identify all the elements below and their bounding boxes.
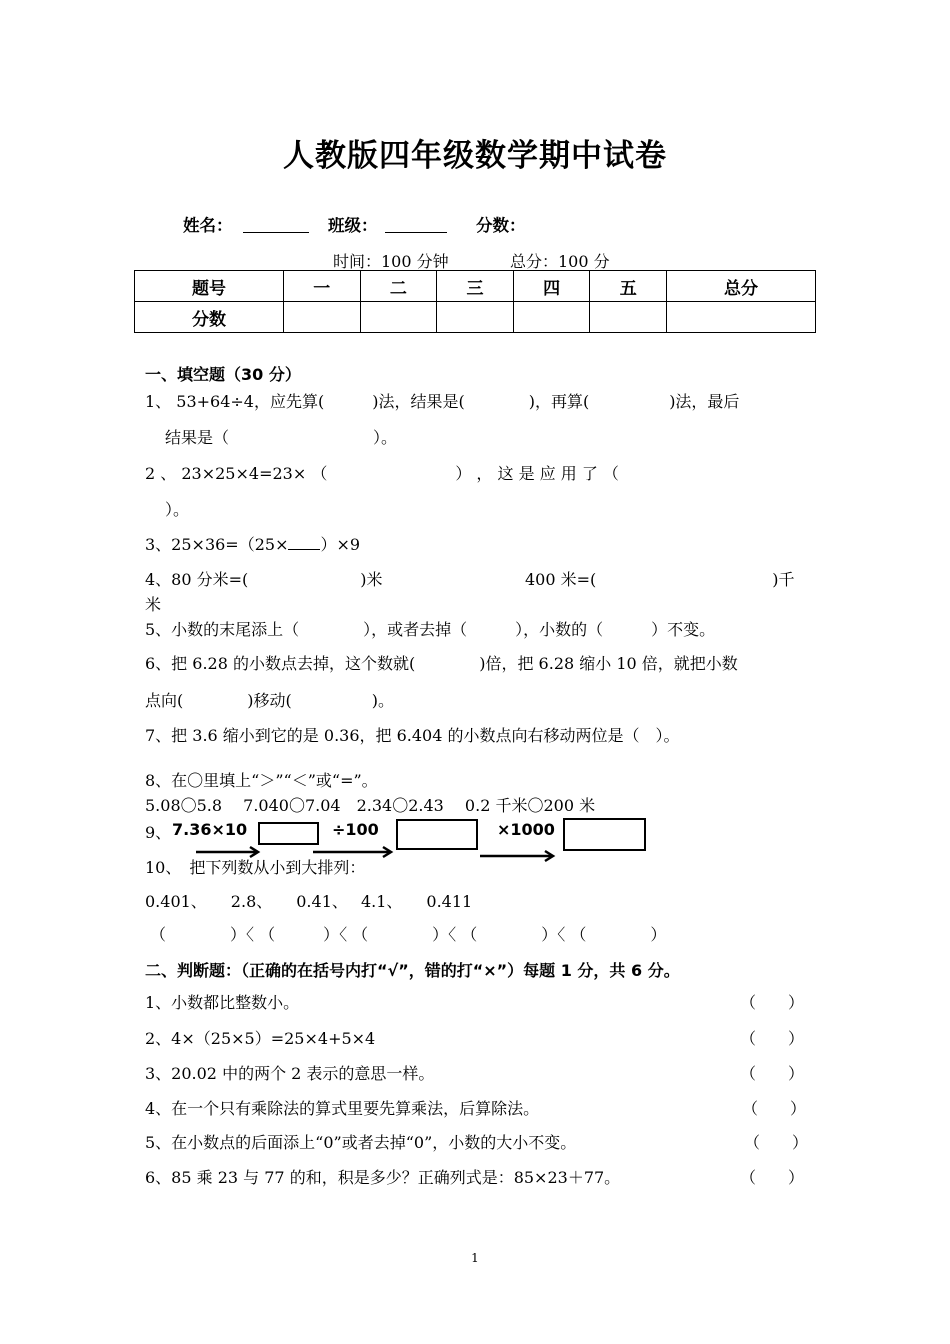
question-1-line1: 1、 53+64÷4，应先算( )法，结果是( )，再算( )法，最后 xyxy=(145,392,740,411)
question-9-op-3: ×1000 xyxy=(497,820,555,839)
question-9-start: 7.36×10 xyxy=(172,820,248,839)
judge-item-5: 5、在小数点的后面添上“0”或者去掉“0”，小数的大小不变。 xyxy=(145,1133,577,1152)
section1-heading: 一、填空题（30 分） xyxy=(145,365,301,384)
question-3-text-end: ）×9 xyxy=(320,535,361,554)
judge-answer-6[interactable]: （ ） xyxy=(740,1168,805,1187)
question-6-line1: 6、把 6.28 的小数点去掉，这个数就( )倍，把 6.28 缩小 10 倍，就把小数 xyxy=(145,654,738,673)
question-4-part1: 4、80 分米=( )米 xyxy=(145,570,383,589)
judge-answer-5[interactable]: （ ） xyxy=(744,1133,809,1152)
table-row-label: 分数 xyxy=(135,302,284,333)
score-label: 分数： xyxy=(476,216,526,235)
name-label: 姓名： xyxy=(183,216,233,235)
judge-item-3: 3、20.02 中的两个 2 表示的意思一样。 xyxy=(145,1064,435,1083)
table-header-cell: 三 xyxy=(437,271,514,302)
question-3-text: 3、25×36=（25× xyxy=(145,535,289,554)
question-9-op-2: ÷100 xyxy=(332,820,379,839)
question-7: 7、把 3.6 缩小到它的是 0.36，把 6.404 的小数点向右移动两位是（ ）。 xyxy=(145,726,680,745)
table-header-cell: 题号 xyxy=(135,271,284,302)
question-2-line2: ）。 xyxy=(165,500,190,519)
question-1-line2: 结果是（ ）。 xyxy=(165,428,398,447)
section2-heading: 二、判断题：（正确的在括号内打“√”，错的打“×”）每题 1 分，共 6 分。 xyxy=(145,961,680,980)
judge-item-1: 1、小数都比整数小。 xyxy=(145,993,300,1012)
judge-answer-4[interactable]: （ ） xyxy=(742,1099,807,1118)
page-number: 1 xyxy=(471,1251,479,1265)
question-2-line1: 2 、 23×25×4=23× （ ） ， 这 是 应 用 了 （ xyxy=(145,464,619,483)
table-header-cell: 五 xyxy=(590,271,667,302)
judge-item-6: 6、85 乘 23 与 77 的和，积是多少？正确列式是：85×23＋77。 xyxy=(145,1168,621,1187)
question-9-label: 9、 xyxy=(145,823,172,842)
time-info: 时间：100 分钟 xyxy=(333,252,449,271)
page-title: 人教版四年级数学期中试卷 xyxy=(283,138,667,174)
question-10-numbers: 0.401、 2.8、 0.41、 4.1、 0.411 xyxy=(145,892,473,911)
question-8-line2: 5.08〇5.8 7.040〇7.04 2.34〇2.43 0.2 千米〇200 米 xyxy=(145,796,596,815)
judge-item-4: 4、在一个只有乘除法的算式里要先算乘法，后算除法。 xyxy=(145,1099,540,1118)
table-header-cell: 二 xyxy=(360,271,437,302)
question-4-wrap: 米 xyxy=(145,595,162,614)
class-label: 班级： xyxy=(328,216,378,235)
question-6-line2: 点向( )移动( )。 xyxy=(145,691,394,710)
total-info: 总分：100 分 xyxy=(510,252,610,271)
judge-answer-3[interactable]: （ ） xyxy=(740,1064,805,1083)
question-10-answer-parens[interactable]: （ ）〈 （ ）〈 （ ）〈 （ ）〈 （ ） xyxy=(150,925,667,944)
judge-answer-2[interactable]: （ ） xyxy=(740,1029,805,1048)
question-4-part2: 400 米=( )千 xyxy=(525,570,795,589)
table-header-cell: 四 xyxy=(513,271,590,302)
judge-item-2: 2、4×（25×5）=25×4+5×4 xyxy=(145,1029,376,1048)
question-10-line1: 10、 把下列数从小到大排列： xyxy=(145,858,366,877)
question-5: 5、小数的末尾添上（ ），或者去掉（ ），小数的（ ）不变。 xyxy=(145,620,716,639)
table-header-cell: 一 xyxy=(283,271,360,302)
judge-answer-1[interactable]: （ ） xyxy=(740,993,805,1012)
table-header-cell: 总分 xyxy=(667,271,816,302)
question-8-line1: 8、在〇里填上“＞”“＜”或“=”。 xyxy=(145,771,378,790)
